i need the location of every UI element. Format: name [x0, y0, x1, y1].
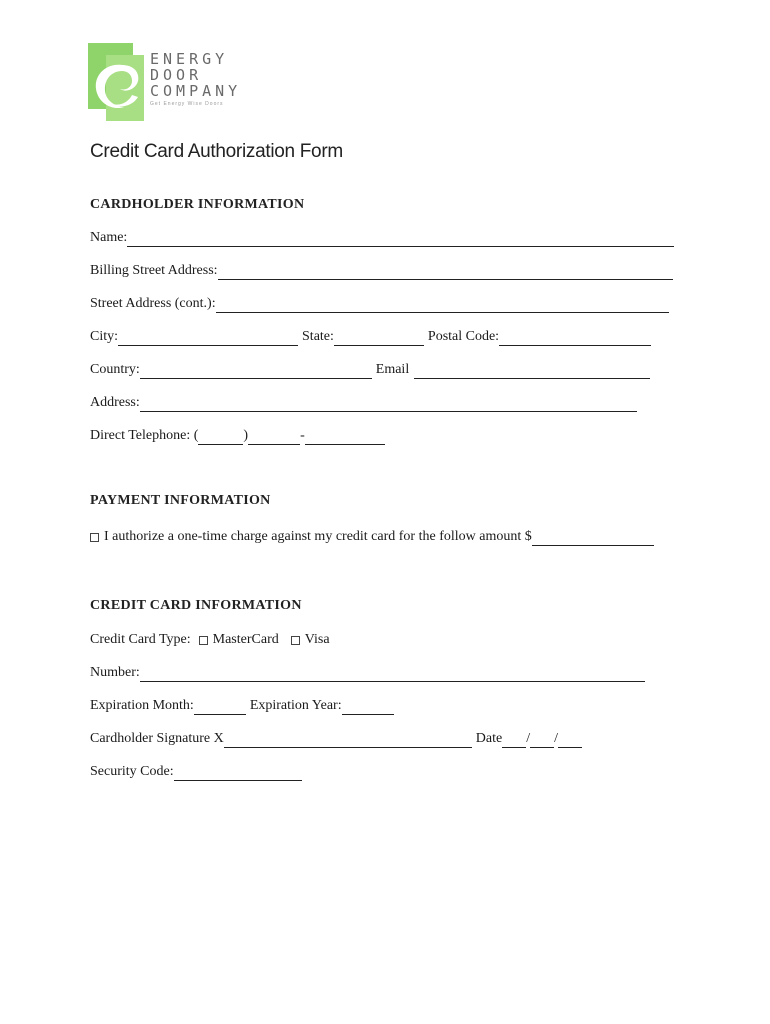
payment-heading: PAYMENT INFORMATION — [90, 493, 271, 508]
phone-area-code-field[interactable] — [198, 428, 243, 445]
phone-line-number-field[interactable] — [305, 428, 385, 445]
country-label: Country: — [90, 362, 140, 377]
city-state-postal-row — [90, 326, 651, 346]
authorize-text: I authorize a one-time charge against my credit card for the follow amount $ — [104, 529, 532, 544]
state-field[interactable] — [334, 329, 424, 346]
street-address-cont-label: Street Address (cont.): — [90, 296, 216, 311]
authorize-row — [90, 526, 654, 546]
mastercard-option-label: MasterCard — [212, 632, 279, 647]
card-type-row — [90, 629, 330, 649]
logo-wordmark — [150, 50, 242, 107]
postal-code-field[interactable] — [499, 329, 651, 346]
email-field[interactable] — [414, 362, 650, 379]
card-number-row — [90, 662, 645, 682]
name-label: Name: — [90, 230, 128, 245]
billing-address-label: Billing Street Address: — [90, 263, 218, 278]
date-separator-2: / — [554, 731, 558, 746]
signature-date-row — [90, 728, 582, 748]
company-logo — [88, 43, 242, 125]
credit-card-heading: CREDIT CARD INFORMATION — [90, 598, 302, 613]
city-field[interactable] — [118, 329, 298, 346]
expiration-month-field[interactable] — [194, 698, 246, 715]
country-email-row — [90, 359, 650, 379]
address-field[interactable] — [140, 395, 637, 412]
authorize-checkbox[interactable] — [90, 533, 99, 542]
street-address-cont-field[interactable] — [216, 296, 669, 313]
address-row — [90, 392, 637, 412]
charge-amount-field[interactable] — [532, 529, 654, 546]
state-label: State: — [302, 329, 334, 344]
phone-separator-paren: ) — [243, 428, 249, 443]
logo-tagline: Get Energy Wise Doors — [150, 101, 224, 107]
name-field[interactable] — [127, 230, 674, 247]
postal-code-label: Postal Code: — [427, 329, 500, 344]
city-label: City: — [90, 329, 119, 344]
phone-row — [90, 425, 385, 445]
date-label: Date — [475, 731, 503, 746]
billing-address-field[interactable] — [218, 263, 673, 280]
logo-word-energy: ENERGY — [150, 50, 229, 68]
street-cont-row — [90, 293, 669, 313]
date-year-field[interactable] — [558, 731, 582, 748]
date-separator-1: / — [526, 731, 531, 746]
phone-prefix-field[interactable] — [248, 428, 300, 445]
cardholder-heading: CARDHOLDER INFORMATION — [90, 197, 305, 212]
billing-row — [90, 260, 673, 280]
green-swirl-logo-icon — [88, 51, 148, 121]
security-code-row — [90, 761, 302, 781]
expiration-year-label: Expiration Year: — [249, 698, 342, 713]
address-label: Address: — [90, 395, 140, 410]
cardholder-signature-label: Cardholder Signature X — [90, 731, 224, 746]
security-code-field[interactable] — [174, 764, 302, 781]
mastercard-checkbox[interactable] — [199, 636, 208, 645]
expiration-month-label: Expiration Month: — [90, 698, 194, 713]
card-number-field[interactable] — [140, 665, 645, 682]
date-day-field[interactable] — [530, 731, 554, 748]
name-row — [90, 227, 674, 247]
visa-checkbox[interactable] — [291, 636, 300, 645]
phone-separator-dash: - — [300, 428, 305, 443]
logo-word-door: DOOR — [150, 66, 203, 84]
expiration-row — [90, 695, 394, 715]
cardholder-signature-field[interactable] — [224, 731, 472, 748]
logo-word-company: COMPANY — [150, 82, 242, 100]
card-number-label: Number: — [90, 665, 140, 680]
country-field[interactable] — [140, 362, 372, 379]
card-type-label: Credit Card Type: — [90, 632, 191, 647]
email-label: Email — [375, 362, 410, 377]
date-month-field[interactable] — [502, 731, 526, 748]
page-title: Credit Card Authorization Form — [90, 141, 343, 162]
direct-telephone-label: Direct Telephone: ( — [90, 428, 199, 443]
expiration-year-field[interactable] — [342, 698, 394, 715]
visa-option-label: Visa — [304, 632, 330, 647]
security-code-label: Security Code: — [90, 764, 174, 779]
